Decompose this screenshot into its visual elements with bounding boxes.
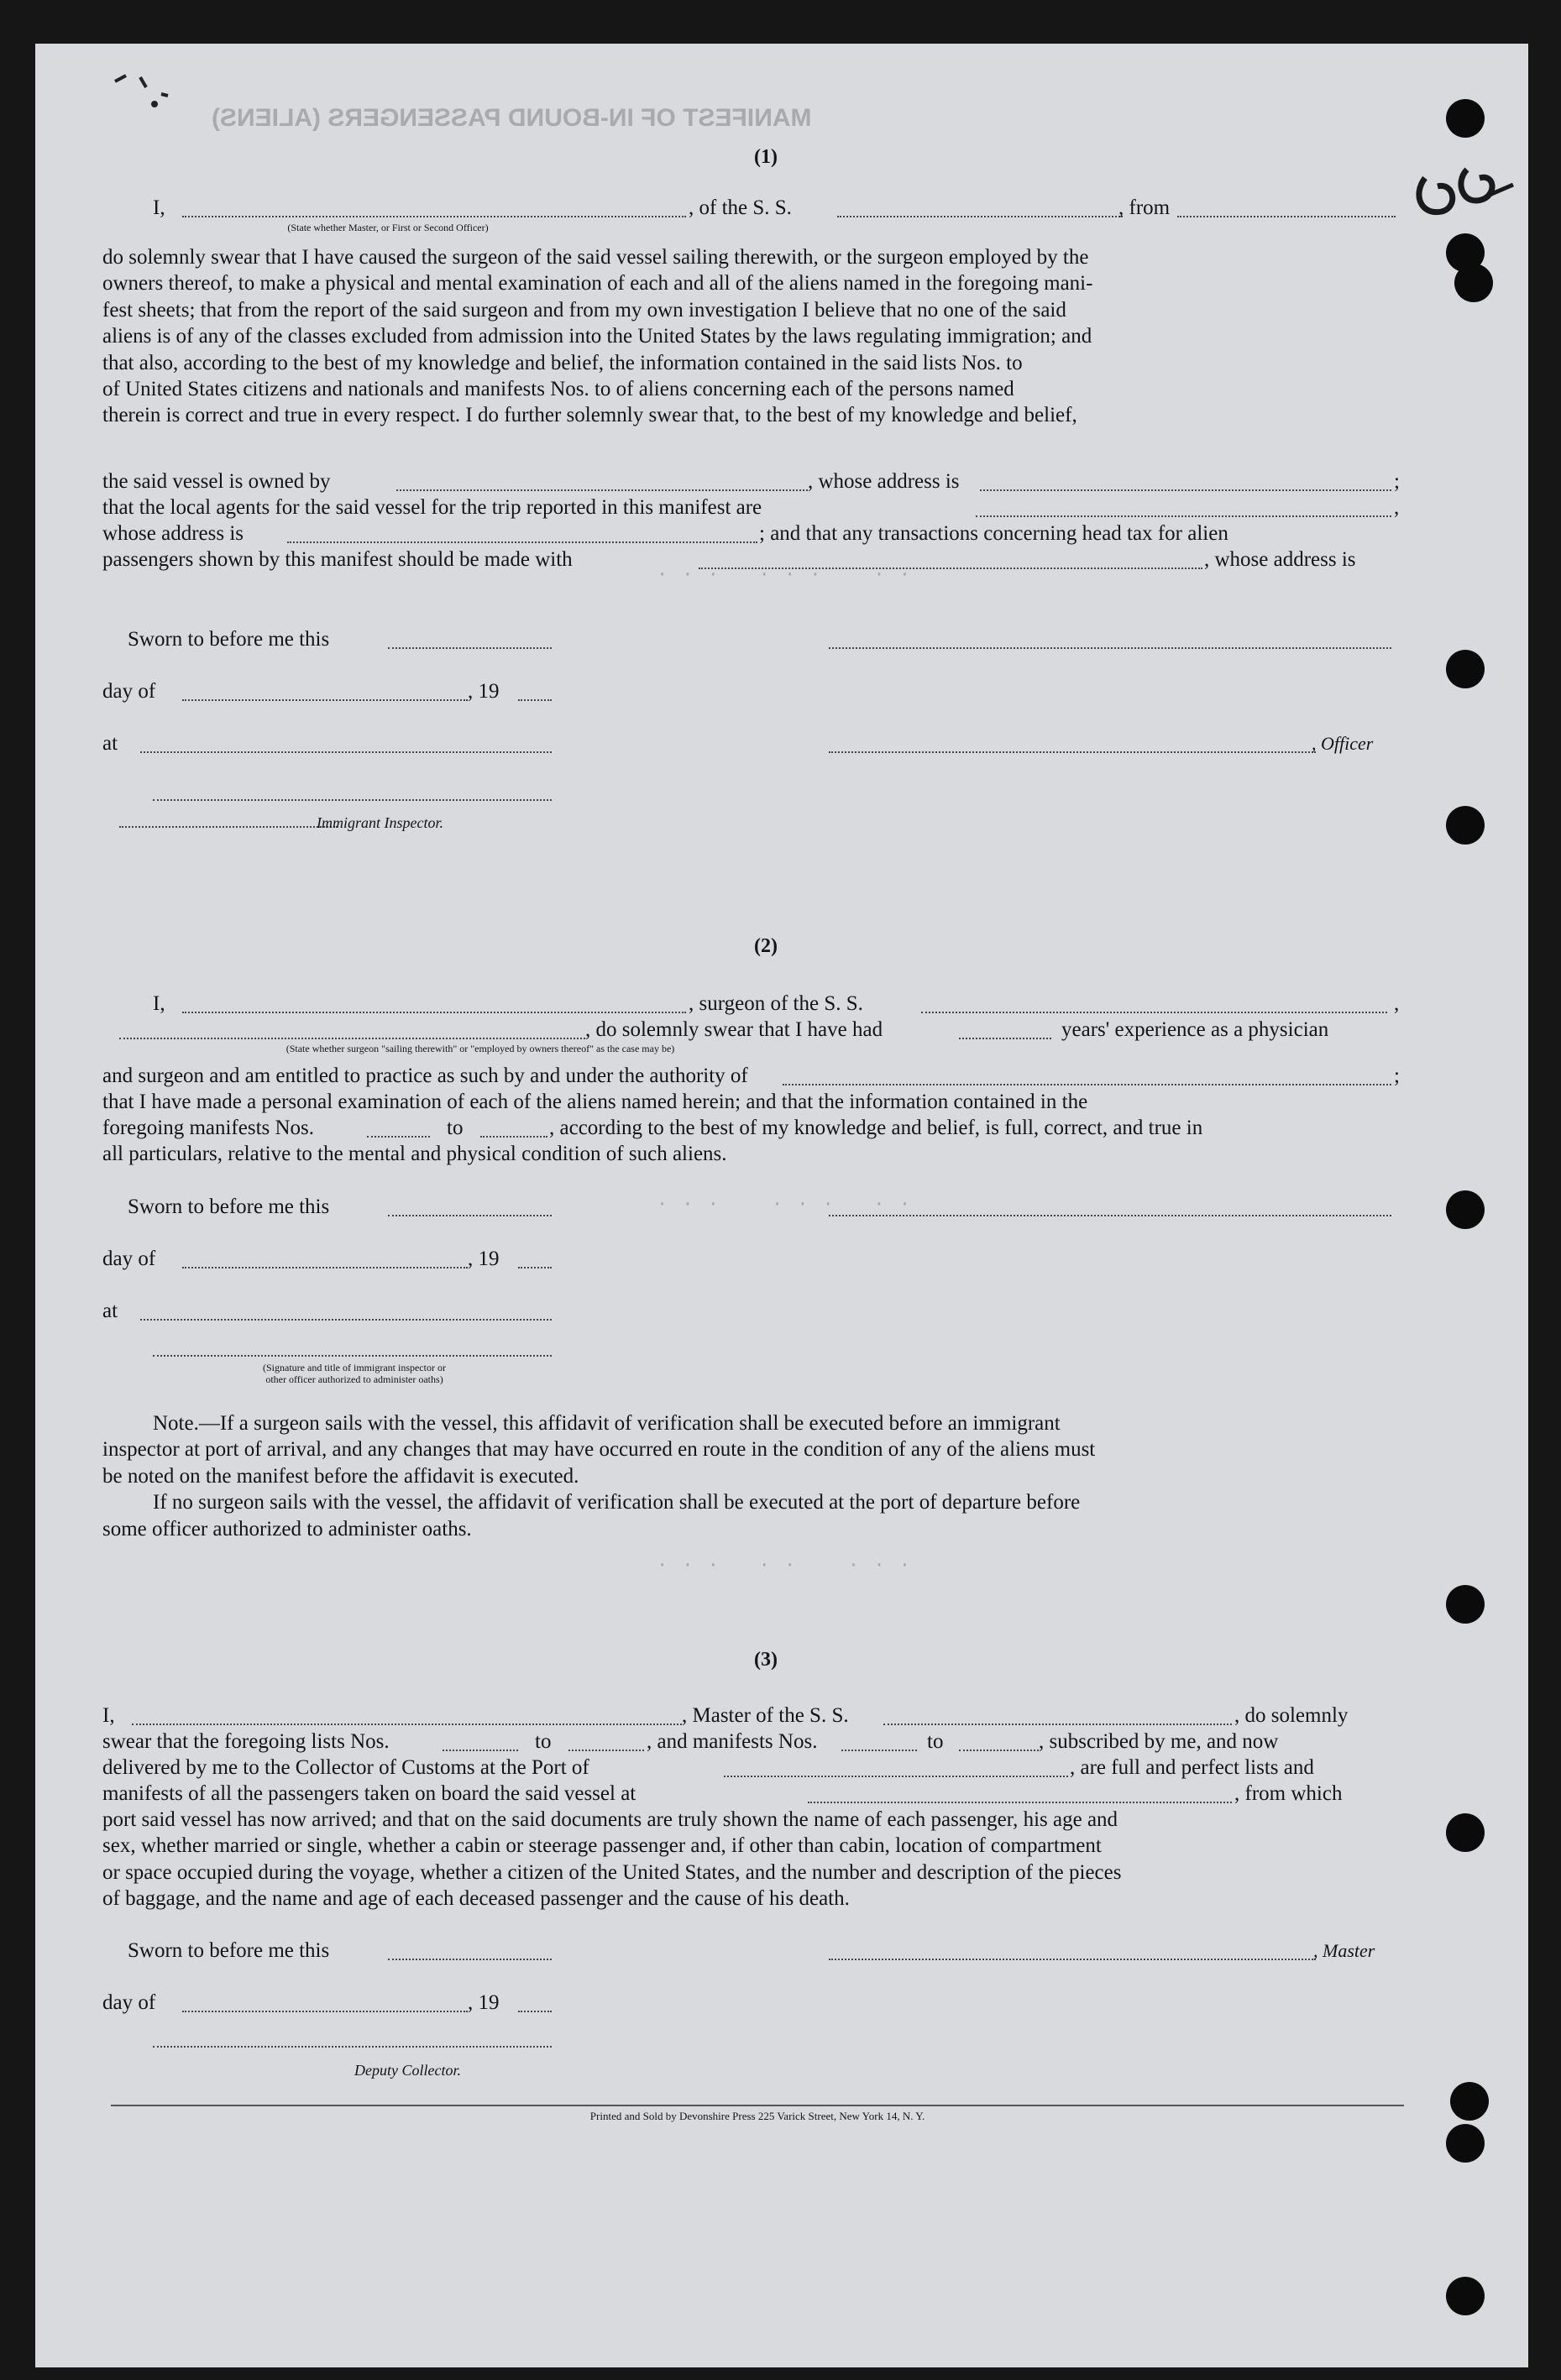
s2-at: at (102, 1300, 118, 1322)
s3-delivered: delivered by me to the Collector of Customs at the Port of (102, 1756, 589, 1779)
s3-manifests-from-line (841, 1750, 917, 1751)
s2-year-line (518, 1267, 552, 1268)
s2-surgeon-hint: (State whether surgeon "sailing therewith" or "employed by owners thereof" as the case may be) (285, 1043, 675, 1054)
s3-manifests-all: manifests of all the passengers taken on board the said vessel at (102, 1782, 636, 1805)
s3-master-of: , Master of the S. S. (682, 1704, 849, 1727)
s2-inspector-line (153, 1355, 552, 1357)
s2-ship-line (921, 1012, 1387, 1013)
show-through-row: · · · · · · · · (657, 1555, 913, 1576)
footer-rule (111, 2105, 1404, 2106)
s3-sworn: Sworn to before me this (128, 1939, 330, 1962)
note-paragraph: Note.—If a surgeon sails with the vessel, this affidavit of verification shall be executed before an immigrant inspector at port of arrival, and any changes that may have occurred en route in the condition of any of the aliens must be noted on the manifest before the affidavit is executed. If no surgeon sails with the vessel, the affidavit of verification shall be executed at the port of departure before some officer authorized to administer oaths. (102, 1412, 1096, 1540)
punch-hole (1454, 264, 1493, 302)
s1-agents-line (976, 515, 1391, 517)
s1-at: at (102, 732, 118, 755)
s1-whose-address: , whose address is (808, 470, 960, 493)
s3-and-manifests: , and manifests Nos. (647, 1730, 818, 1753)
s1-signature-line (829, 647, 1391, 649)
s3-year-line (518, 2011, 552, 2012)
s3-master: , Master (1313, 1940, 1375, 1961)
s1-inspector: Immigrant Inspector. (317, 814, 443, 831)
s3-deputy: Deputy Collector. (354, 2062, 461, 2079)
s1-owner-address-line (980, 489, 1391, 491)
s3-day-of: day of (102, 1991, 156, 2014)
s1-comma: , (1394, 496, 1400, 519)
s3-paragraph: port said vessel has now arrived; and that on the said documents are truly shown the name of each passenger, his age and sex, whether married or single, whether a cabin or steerage passenger and, if other than cabin, location of compartment or space occupied during the voyage, whether a citizen of the United States, and the number and description of the pieces of baggage, and the name and age of each deceased passenger and the cause of his death. (102, 1808, 1122, 1911)
s2-from-no-line (367, 1136, 430, 1138)
s2-day-line (182, 1267, 468, 1268)
section-3-heading: (3) (754, 1649, 778, 1671)
s2-comma: , (1394, 992, 1400, 1015)
s2-sworn: Sworn to before me this (128, 1195, 330, 1218)
s1-officer-line (829, 751, 1316, 753)
s1-whose-address-3: , whose address is (1204, 548, 1356, 571)
s2-sworn-line (388, 1215, 552, 1216)
s2-years-exp: years' experience as a physician (1061, 1018, 1329, 1041)
s3-i-label: I, (102, 1704, 115, 1727)
s1-owner-line (396, 489, 808, 491)
punch-hole (1446, 1585, 1485, 1624)
s2-authority: and surgeon and am entitled to practice as such by and under the authority of (102, 1064, 748, 1087)
s2-to-no-line (480, 1136, 547, 1138)
s2-foregoing: foregoing manifests Nos. (102, 1117, 315, 1139)
s1-local-agents: that the local agents for the said vessel for the trip reported in this manifest are (102, 496, 762, 519)
s3-manifests-to-line (959, 1750, 1039, 1751)
punch-hole (1446, 650, 1485, 688)
s2-i-label: I, (153, 992, 165, 1015)
s1-year: , 19 (468, 680, 500, 703)
s1-from-label: , from (1118, 196, 1171, 219)
s3-deputy-line (153, 2046, 552, 2048)
s3-year: , 19 (468, 1991, 500, 2014)
s1-agents-address-line (287, 541, 757, 543)
s3-sworn-line (388, 1959, 552, 1960)
s3-swear-lists: swear that the foregoing lists Nos. (102, 1730, 390, 1753)
s2-signature-line (829, 1215, 1391, 1216)
s2-surgeon-type-line (119, 1038, 585, 1039)
punch-hole (1446, 1190, 1485, 1229)
s3-day-line (182, 2011, 468, 2012)
s1-head-tax: ; and that any transactions concerning head tax for alien (759, 522, 1228, 545)
punch-hole (1446, 1813, 1485, 1852)
s3-port-line (724, 1776, 1068, 1777)
s1-from-line (1177, 216, 1396, 217)
s2-semicolon: ; (1394, 1064, 1400, 1087)
s2-do-solemnly: , do solemnly swear that I have had (585, 1018, 883, 1041)
s2-surgeon-of: , surgeon of the S. S. (689, 992, 863, 1015)
s1-paragraph: do solemnly swear that I have caused the surgeon of the said vessel sailing therewith, or the surgeon employed by the owners thereof, to make a physical and mental examination of each and all of the aliens named in the foregoing mani- fest sheets; that from the report of the said surgeon and from my own investigation I believe that no one of the said aliens is of any of the classes excluded from admission into the United States by the laws regulating immigration; and that also, according to the best of my knowledge and belief, the information contained in the said lists Nos. to of United States citizens and nationals and manifests Nos. to of aliens concerning each of the persons named therein is correct and true in every respect. I do further solemnly swear that, to the best of my knowledge and belief, (102, 246, 1093, 427)
section-1-heading: (1) (754, 146, 778, 168)
s3-to: to (535, 1730, 552, 1753)
s3-departure-line (808, 1802, 1232, 1803)
s1-i-label: I, (153, 196, 165, 219)
s1-passengers: passengers shown by this manifest should be made with (102, 548, 573, 571)
s2-particulars: all particulars, relative to the mental and physical condition of such aliens. (102, 1143, 727, 1165)
s3-master-signature-line (829, 1959, 1316, 1960)
s1-semicolon: ; (1394, 470, 1400, 493)
s3-to-2: to (927, 1730, 944, 1753)
s1-sworn: Sworn to before me this (128, 628, 330, 651)
s1-at-line (140, 751, 552, 753)
s2-at-line (140, 1319, 552, 1321)
s3-subscribed: , subscribed by me, and now (1039, 1730, 1279, 1753)
s1-sworn-line (388, 647, 552, 649)
s1-whose-address-2: whose address is (102, 522, 244, 545)
punch-hole (1446, 2277, 1485, 2315)
show-through-row: · · · · · · · · (657, 564, 913, 585)
s2-according: , according to the best of my knowledge and belief, is full, correct, and true in (549, 1117, 1203, 1139)
s1-master-hint: (State whether Master, or First or Second Officer) (287, 222, 489, 233)
s1-owned-by: the said vessel is owned by (102, 470, 331, 493)
punch-hole (1450, 2082, 1489, 2121)
s1-name-line (182, 216, 686, 217)
punch-hole (1446, 2124, 1485, 2163)
show-through-row: · · · · · · · · (657, 1194, 913, 1215)
footer-printer: Printed and Sold by Devonshire Press 225 Varick Street, New York 14, N. Y. (589, 2110, 925, 2122)
s2-examined: that I have made a personal examination of each of the aliens named herein; and that the information contained in the (102, 1091, 1088, 1113)
s1-year-line (518, 699, 552, 701)
s1-officer: , Officer (1312, 733, 1374, 754)
s3-lists-to-line (568, 1750, 644, 1751)
s3-lists-from-line (443, 1750, 518, 1751)
s2-signature-hint-2: other officer authorized to administer oaths) (265, 1373, 443, 1385)
punch-hole (1446, 99, 1485, 138)
s2-day-of: day of (102, 1248, 156, 1270)
s1-ship-line (837, 216, 1123, 217)
s2-signature-hint-1: (Signature and title of immigrant inspector or (263, 1362, 446, 1373)
s2-authority-line (783, 1084, 1391, 1085)
punch-hole (1446, 806, 1485, 845)
s1-tax-line (699, 568, 1202, 569)
s3-ship-line (883, 1724, 1232, 1725)
s3-do-solemnly: , do solemnly (1234, 1704, 1349, 1727)
s1-inspector-line (153, 799, 552, 801)
s3-full-perfect: , are full and perfect lists and (1070, 1756, 1314, 1779)
handwritten-mark (1396, 144, 1530, 237)
s2-to: to (447, 1117, 464, 1139)
show-through-title: MANIFEST OF IN-BOUND PASSENGERS (ALIENS) (212, 104, 812, 132)
s1-of-the-ss: , of the S. S. (689, 196, 792, 219)
s2-year: , 19 (468, 1248, 500, 1270)
stray-mark (102, 60, 203, 119)
s1-day-of: day of (102, 680, 156, 703)
s1-inspector-line-2 (119, 826, 338, 828)
s3-from-which: , from which (1234, 1782, 1343, 1805)
s3-name-line (132, 1724, 682, 1725)
section-2-heading: (2) (754, 935, 778, 957)
s2-name-line (182, 1012, 686, 1013)
manifest-sheet (35, 44, 1528, 2367)
s1-day-line (182, 699, 468, 701)
s2-years-line (959, 1038, 1051, 1039)
